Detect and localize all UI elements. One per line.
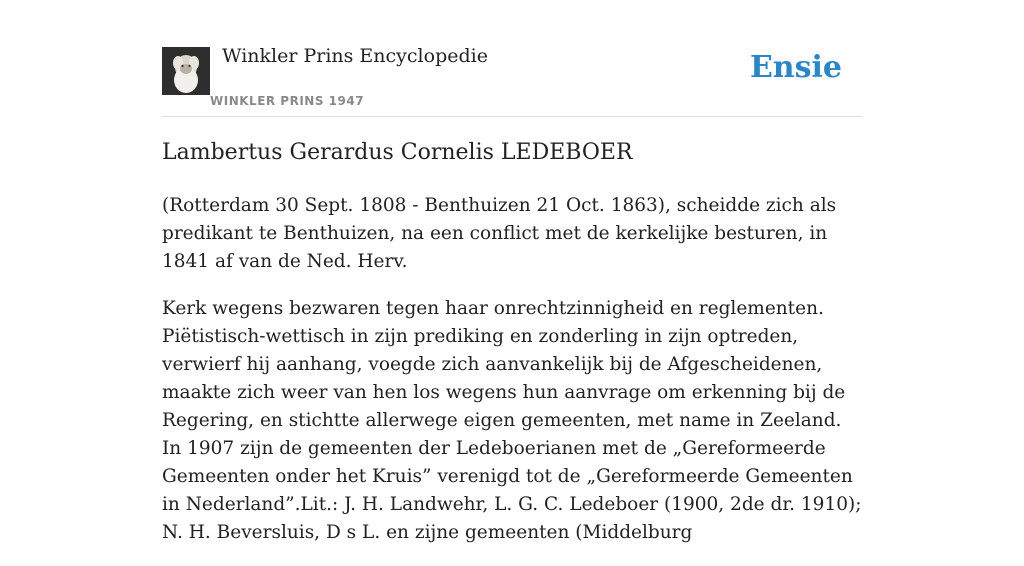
article-paragraph: Kerk wegens bezwaren tegen haar onrechtzinnigheid en reglementen. Piëtistisch-wettisch in zijn prediking en zonderling in zijn optreden, verwierf hij aanhang, voegde zich aanvankelijk bij de Afgescheidenen, maakte zich weer van hen los wegens hun aanvrage om erkenning bij de Regering, en stichtte allerwege eigen gemeenten, met name in Zeeland. In 1907 zijn de gemeenten der Ledeboerianen met de „Gereformeerde Gemeenten onder het Kruis” verenigd tot de „Gereformeerde Gemeenten in Nederland”.Lit.: J. H. Landwehr, L. G. C. Ledeboer (1900, 2de dr. 1910); N. H. Beversluis, D s L. en zijne gemeenten (Middelburg <box>162 298 862 543</box>
article-paragraph: (Rotterdam 30 Sept. 1808 - Benthuizen 21 Oct. 1863), scheidde zich als predikant te Benthuizen, na een conflict met de kerkelijke besturen, in 1841 af van de Ned. Herv. <box>162 195 837 272</box>
source-subtitle[interactable]: WINKLER PRINS 1947 <box>210 94 365 108</box>
source-header <box>162 0 862 117</box>
bearded-portrait-icon <box>162 47 210 95</box>
avatar[interactable] <box>162 47 210 95</box>
article-title: Lambertus Gerardus Cornelis LEDEBOER <box>162 140 633 165</box>
source-name[interactable]: Winkler Prins Encyclopedie <box>222 45 488 67</box>
article-body <box>162 192 862 566</box>
brand-logo[interactable]: Ensie <box>749 50 842 85</box>
